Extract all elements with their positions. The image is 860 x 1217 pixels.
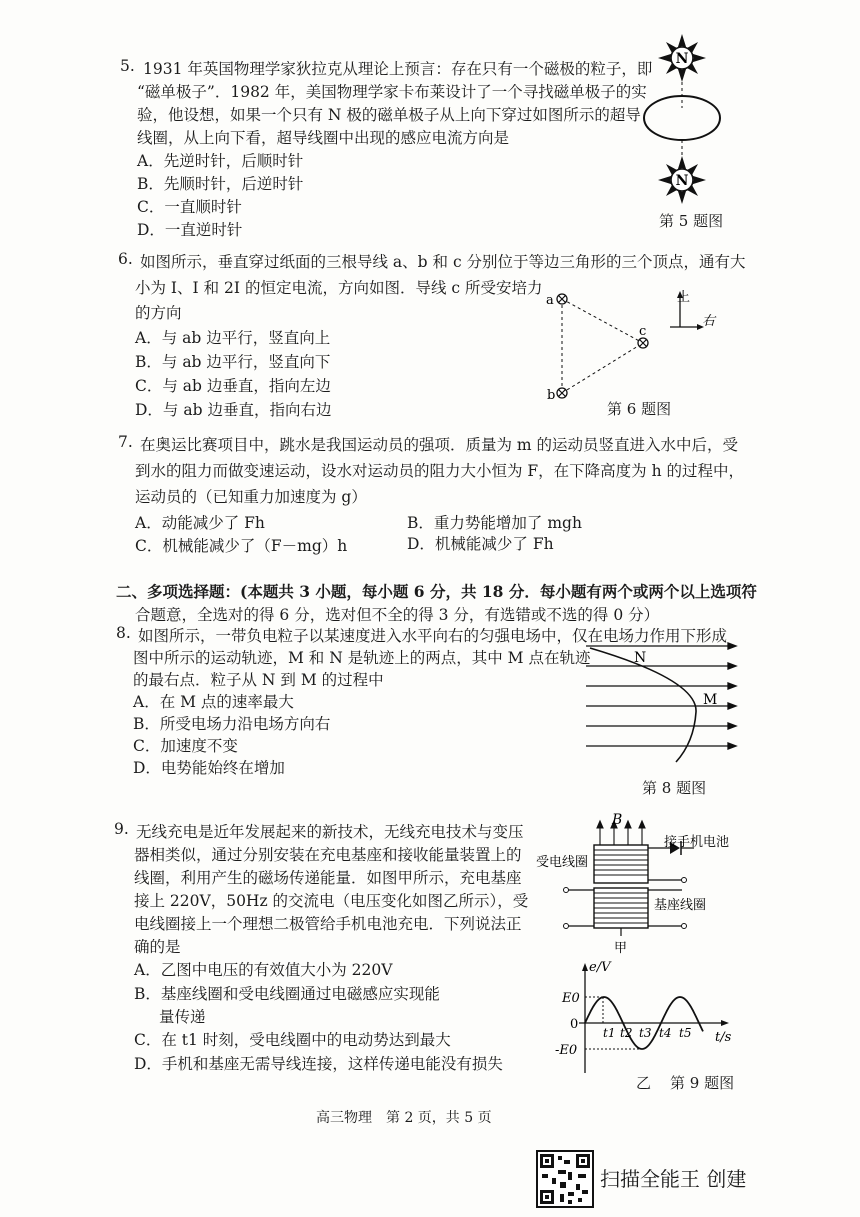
q9-option-b-cont: 量传递 [159,1008,206,1026]
q7-number: 7. [118,433,133,451]
svg-text:甲: 甲 [614,941,628,956]
q6-option-a[interactable]: A．与 ab 边平行，竖直向上 [135,329,331,347]
q9-line-6: 确的是 [134,938,181,956]
q6-caption: 第 6 题图 [607,400,672,418]
receiving-coil [594,845,648,883]
q6-option-c[interactable]: C．与 ab 边垂直，指向左边 [135,377,331,395]
q8-caption: 第 8 题图 [642,779,707,797]
svg-text:受电线圈: 受电线圈 [536,855,589,870]
q5-line-3: 验，他设想，如果一个只有 N 极的磁单极子从上向下穿过如图所示的超导 [137,106,641,124]
svg-text:t2: t2 [620,1026,633,1040]
section-2-line-1: 二、多项选择题：(本题共 3 小题，每小题 6 分，共 18 分．每小题有两个或两个以上选项符 [116,582,757,601]
q7-line-1: 在奥运比赛项目中，跳水是我国运动员的强项．质量为 m 的运动员竖直进入水中后，受 [140,436,739,454]
svg-text:右: 右 [702,314,716,329]
page-footer: 高三物理 第 2 页，共 5 页 [316,1110,492,1126]
q9-line-4: 接上 220V，50Hz 的交流电（电压变化如图乙所示），受 [134,892,529,910]
compass-icon [658,156,706,204]
q5-option-b[interactable]: B．先顺时针，后逆时针 [137,175,304,193]
svg-text:-E0: -E0 [555,1043,578,1058]
q5-option-d[interactable]: D．一直逆时针 [137,221,243,239]
q9-option-d[interactable]: D．手机和基座无需导线连接，这样传递电能没有损失 [134,1055,503,1073]
q8-line-1: 如图所示，一带负电粒子以某速度进入水平向右的匀强电场中，仅在电场力作用下形成 [138,627,728,645]
wire-c-into-page-icon [638,338,648,348]
q7-line-2: 到水的阻力而做变速运动，设水对运动员的阻力大小恒为 F，在下降高度为 h 的过程中， [135,462,745,480]
q9-line-2: 器相类似，通过分别安装在充电基座和接收能量装置上的 [134,846,522,864]
q9-subfig-yi-label: 乙 [636,1074,652,1092]
q6-option-d[interactable]: D．与 ab 边垂直，指向右边 [135,401,332,419]
q8-number: 8. [116,624,131,642]
q8-option-b[interactable]: B．所受电场力沿电场方向右 [133,715,331,733]
svg-text:t4: t4 [659,1026,672,1040]
q8-option-c[interactable]: C．加速度不变 [133,737,238,755]
wire-b-into-page-icon [557,388,567,398]
q6-number: 6. [118,250,133,268]
q7-option-d[interactable]: D．机械能减少了 Fh [407,535,554,553]
svg-text:N: N [675,173,689,189]
q9-number: 9. [114,820,129,838]
q9-line-1: 无线充电是近年发展起来的新技术，无线充电技术与变压 [136,823,524,841]
q9-caption: 第 9 题图 [670,1074,735,1092]
svg-text:t/s: t/s [715,1030,732,1045]
svg-text:E0: E0 [562,991,580,1006]
q9-figure-jia [532,812,752,962]
q9-figure-yi [543,955,743,1085]
q8-line-3: 的最右点．粒子从 N 到 M 的过程中 [133,671,384,689]
q5-caption: 第 5 题图 [659,212,724,230]
q9-line-5: 电线圈接上一个理想二极管给手机电池充电．下列说法正 [134,915,522,933]
q5-option-c[interactable]: C．一直顺时针 [137,198,242,216]
svg-text:基座线圈: 基座线圈 [654,898,707,913]
svg-text:N: N [634,650,647,666]
section-2-line-2: 合题意，全选对的得 6 分，选对但不全的得 3 分，有选错或不选的得 0 分） [135,606,660,624]
compass-icon [658,34,706,82]
q6-figure [540,285,730,410]
svg-text:0: 0 [570,1017,579,1032]
svg-text:b: b [547,388,556,403]
svg-text:e/V: e/V [589,960,611,975]
q9-option-b[interactable]: B．基座线圈和受电线圈通过电磁感应实现能 [134,985,440,1003]
scanner-watermark: 扫描全能王 创建 [600,1167,747,1191]
q5-option-a[interactable]: A．先逆时针，后顺时针 [137,152,304,170]
qr-code-icon [536,1150,594,1208]
q9-option-a[interactable]: A．乙图中电压的有效值大小为 220V [134,961,393,979]
q5-figure [630,30,750,210]
q6-line-1: 如图所示，垂直穿过纸面的三根导线 a、b 和 c 分别位于等边三角形的三个顶点，通有大 [140,253,746,271]
svg-text:a: a [546,293,554,308]
q9-line-3: 线圈，利用产生的磁场传递能量．如图甲所示，充电基座 [134,869,522,887]
q6-option-b[interactable]: B．与 ab 边平行，竖直向下 [135,353,331,371]
svg-text:N: N [675,51,689,67]
q8-option-d[interactable]: D．电势能始终在增加 [133,759,285,777]
svg-text:B: B [612,812,623,828]
svg-text:M: M [703,692,718,708]
q8-option-a[interactable]: A．在 M 点的速率最大 [133,693,294,711]
q7-option-b[interactable]: B．重力势能增加了 mgh [407,514,582,532]
q8-figure [582,640,742,765]
q7-line-3: 运动员的（已知重力加速度为 g） [135,488,367,506]
q5-line-4: 线圈，从上向下看，超导线圈中出现的感应电流方向是 [137,129,510,147]
q7-option-a[interactable]: A．动能减少了 Fh [135,514,265,532]
svg-text:t5: t5 [679,1026,692,1040]
svg-text:上: 上 [677,290,691,305]
q7-option-c[interactable]: C．机械能减少了（F－mg）h [135,537,348,555]
q6-line-2: 小为 I、I 和 2I 的恒定电流，方向如图．导线 c 所受安培力 [135,279,543,297]
q5-line-1: 1931 年英国物理学家狄拉克从理论上预言：存在只有一个磁极的粒子，即 [143,60,653,78]
q5-line-2: “磁单极子”．1982 年，美国物理学家卡布莱设计了一个寻找磁单极子的实 [137,83,647,101]
svg-text:t1: t1 [603,1026,616,1040]
q8-line-2: 图中所示的运动轨迹，M 和 N 是轨迹上的两点，其中 M 点在轨迹 [133,649,591,667]
q6-line-3: 的方向 [135,304,182,322]
q9-option-c[interactable]: C．在 t1 时刻，受电线圈中的电动势达到最大 [134,1031,451,1049]
q5-number: 5. [120,57,135,75]
svg-text:接手机电池: 接手机电池 [664,835,730,850]
wire-a-into-page-icon [557,294,567,304]
svg-text:t3: t3 [639,1026,652,1040]
svg-text:c: c [639,324,647,339]
